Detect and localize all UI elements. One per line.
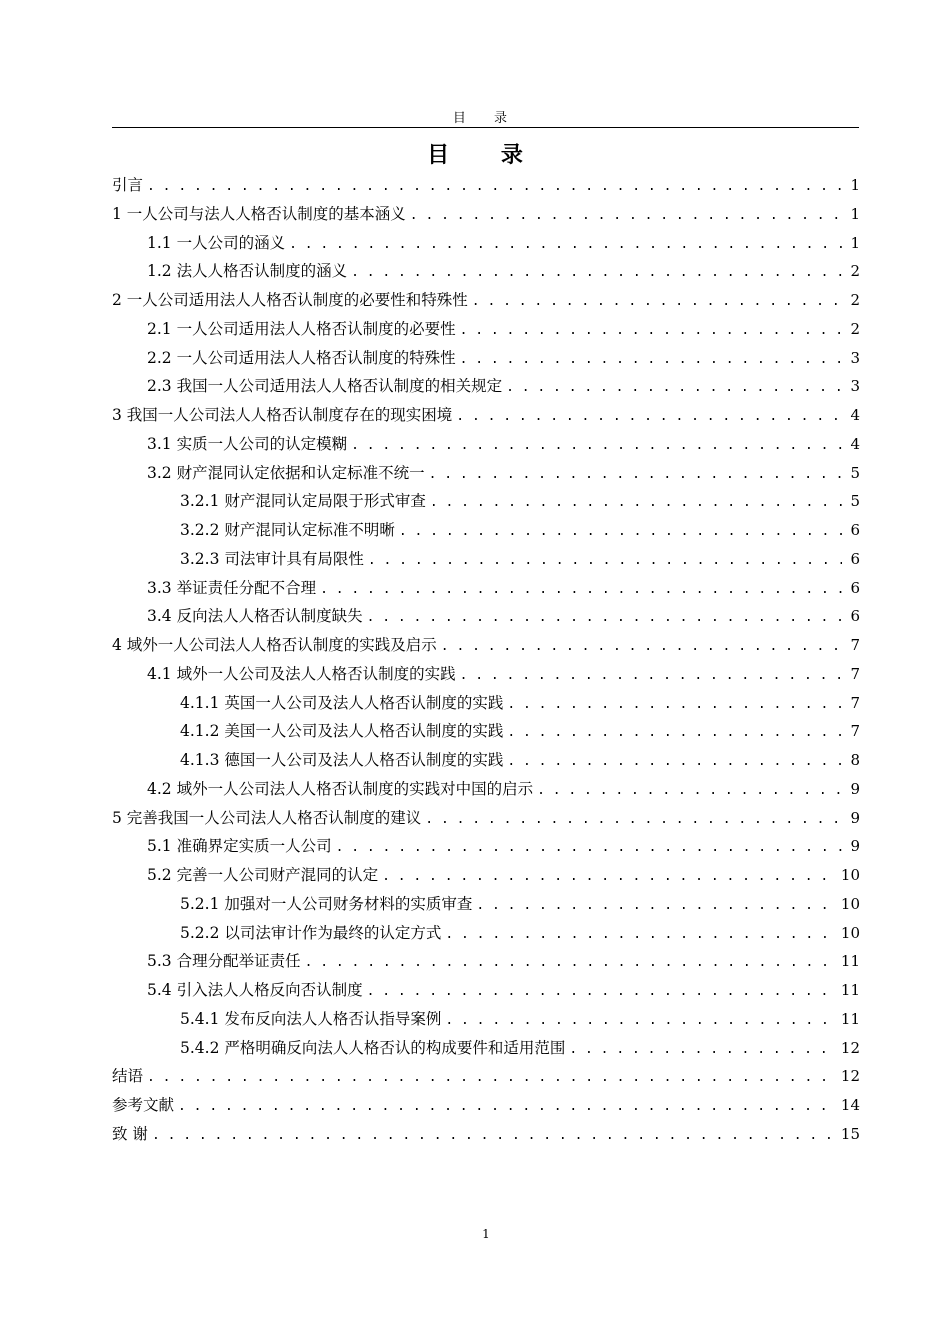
- toc-entry-label: 5.1 准确界定实质一人公司: [147, 837, 332, 856]
- toc-entry-page: 2: [850, 319, 860, 338]
- toc-entry-label: 1.2 法人人格否认制度的涵义: [147, 262, 348, 281]
- toc-entry[interactable]: [112, 315, 860, 344]
- toc-entry-page: 1: [850, 176, 860, 194]
- toc-entry-page: 3: [850, 348, 860, 367]
- toc-dot-leader: [336, 834, 842, 863]
- toc-entry-page: 9: [850, 837, 860, 856]
- toc-entry-page: 8: [850, 751, 860, 769]
- toc-entry[interactable]: [112, 372, 860, 401]
- toc-entry[interactable]: [112, 804, 860, 833]
- toc-dot-leader: [456, 403, 842, 432]
- toc-entry[interactable]: [112, 257, 860, 286]
- toc-entry[interactable]: [112, 919, 860, 948]
- toc-entry[interactable]: [112, 602, 860, 631]
- toc-entry-label: 3.1 实质一人公司的认定模糊: [147, 434, 348, 453]
- toc-dot-leader: [368, 547, 842, 576]
- toc-entry-page: 10: [840, 923, 860, 942]
- toc-entry-page: 7: [850, 693, 860, 712]
- toc-entry-label: 2 一人公司适用法人人格否认制度的必要性和特殊性: [112, 291, 468, 309]
- toc-entry[interactable]: [112, 689, 860, 718]
- toc-dot-leader: [472, 288, 842, 317]
- toc-entry[interactable]: [112, 746, 860, 775]
- toc-entry-label: 5.4.2 严格明确反向法人人格否认的构成要件和适用范围: [180, 1038, 566, 1057]
- toc-entry-label: 5 完善我国一人公司法人人格否认制度的建议: [112, 808, 422, 827]
- toc-entry[interactable]: [112, 229, 860, 258]
- toc-entry-page: 11: [840, 981, 860, 999]
- toc-entry-label: 3 我国一人公司法人人格否认制度存在的现实困境: [112, 406, 453, 424]
- toc-dot-leader: [410, 202, 842, 231]
- toc-entry-page: 10: [840, 894, 860, 913]
- toc-entry-label: 参考文献: [112, 1096, 175, 1114]
- toc-dot-leader: [445, 1007, 835, 1036]
- toc-entry[interactable]: [112, 861, 860, 890]
- toc-entry-page: 7: [850, 664, 860, 683]
- toc-dot-leader: [147, 173, 842, 202]
- toc-entry-label: 4.1.1 英国一人公司及法人人格否认制度的实践: [180, 693, 504, 712]
- toc-entry-page: 6: [850, 549, 860, 568]
- toc-entry-label: 2.1 一人公司适用法人人格否认制度的必要性: [147, 319, 456, 338]
- toc-dot-leader: [289, 231, 842, 260]
- toc-entry-page: 2: [850, 262, 860, 281]
- toc-entry-page: 9: [850, 808, 860, 827]
- toc-entry-label: 4.1 域外一人公司及法人人格否认制度的实践: [147, 664, 456, 683]
- toc-entry-page: 14: [840, 1096, 860, 1114]
- toc-dot-leader: [367, 978, 835, 1007]
- toc-entry-label: 3.4 反向法人人格否认制度缺失: [147, 607, 363, 626]
- toc-dot-leader: [429, 461, 842, 490]
- toc-dot-leader: [430, 489, 842, 518]
- toc-entry-label: 5.4 引入法人人格反向否认制度: [147, 981, 363, 999]
- toc-dot-leader: [351, 432, 842, 461]
- toc-entry[interactable]: [112, 344, 860, 373]
- toc-dot-leader: [445, 921, 835, 950]
- toc-entry-page: 5: [850, 463, 860, 482]
- footer-page-number: 1: [482, 1227, 490, 1241]
- toc-entry-label: 1 一人公司与法人人格否认制度的基本涵义: [112, 204, 406, 223]
- running-header: 目 录: [452, 111, 520, 126]
- toc-entry[interactable]: [112, 545, 860, 574]
- toc-dot-leader: [382, 863, 835, 892]
- toc-entry[interactable]: [112, 890, 860, 919]
- toc-dot-leader: [460, 662, 842, 691]
- toc-entry-page: 10: [840, 866, 860, 884]
- toc-entry-page: 1: [850, 233, 860, 252]
- toc-entry-label: 2.2 一人公司适用法人人格否认制度的特殊性: [147, 348, 456, 367]
- toc-entry-page: 4: [850, 406, 860, 424]
- toc-entry-label: 5.4.1 发布反向法人人格否认指导案例: [180, 1009, 442, 1028]
- toc-entry[interactable]: [112, 487, 860, 516]
- toc-entry[interactable]: [112, 200, 860, 229]
- toc-entry-label: 2.3 我国一人公司适用法人人格否认制度的相关规定: [147, 377, 503, 396]
- toc-entry[interactable]: [112, 430, 860, 459]
- toc-dot-leader: [441, 633, 842, 662]
- toc-entry-label: 3.2.1 财产混同认定局限于形式审查: [180, 492, 426, 511]
- toc-dot-leader: [569, 1036, 835, 1065]
- toc-entry-label: 3.3 举证责任分配不合理: [147, 578, 317, 597]
- toc-entry[interactable]: [112, 171, 860, 200]
- toc-entry-label: 3.2.3 司法审计具有局限性: [180, 549, 364, 568]
- toc-entry[interactable]: [112, 717, 860, 746]
- toc-title: 目 录: [427, 143, 545, 168]
- toc-dot-leader: [507, 691, 842, 720]
- toc-entry-page: 9: [850, 779, 860, 798]
- toc-dot-leader: [460, 346, 842, 375]
- toc-entry-label: 4.1.3 德国一人公司及法人人格否认制度的实践: [180, 751, 504, 769]
- toc-entry[interactable]: [112, 574, 860, 603]
- toc-entry-label: 引言: [112, 176, 144, 194]
- toc-dot-leader: [425, 806, 842, 835]
- toc-entry-page: 7: [850, 722, 860, 741]
- toc-dot-leader: [506, 374, 842, 403]
- toc-entry-page: 15: [840, 1124, 860, 1143]
- toc-dot-leader: [399, 518, 842, 547]
- toc-entry[interactable]: [112, 1005, 860, 1034]
- toc-entry-label: 结语: [112, 1067, 144, 1086]
- toc-dot-leader: [460, 317, 842, 346]
- toc-dot-leader: [305, 949, 835, 978]
- toc-dot-leader: [507, 719, 842, 748]
- toc-entry-label: 5.2 完善一人公司财产混同的认定: [147, 866, 379, 884]
- toc-entry[interactable]: [112, 631, 860, 660]
- toc-entry-page: 11: [840, 952, 860, 971]
- toc-dot-leader: [152, 1122, 835, 1151]
- toc-entry[interactable]: [112, 286, 860, 315]
- toc-entry[interactable]: [112, 401, 860, 430]
- toc-entry-label: 4 域外一人公司法人人格否认制度的实践及启示: [112, 636, 437, 654]
- toc-dot-leader: [351, 259, 842, 288]
- toc-entry-label: 3.2 财产混同认定依据和认定标准不统一: [147, 463, 425, 482]
- toc-entry-label: 5.3 合理分配举证责任: [147, 952, 301, 971]
- toc-entry-label: 3.2.2 财产混同认定标准不明晰: [180, 521, 395, 539]
- toc-entry-page: 6: [850, 607, 860, 626]
- toc-entry-label: 1.1 一人公司的涵义: [147, 233, 286, 252]
- toc-entry-label: 致 谢: [112, 1124, 148, 1143]
- toc-entry[interactable]: [112, 1034, 860, 1063]
- toc-dot-leader: [178, 1093, 835, 1122]
- toc-entry-page: 5: [850, 492, 860, 511]
- toc-dot-leader: [320, 576, 842, 605]
- toc-entry[interactable]: [112, 459, 860, 488]
- toc-dot-leader: [476, 892, 835, 921]
- toc-entry-page: 6: [850, 521, 860, 539]
- toc-entry[interactable]: [112, 516, 860, 545]
- toc-entry-page: 4: [850, 434, 860, 453]
- toc-entry-page: 12: [840, 1067, 860, 1086]
- toc-entry[interactable]: [112, 832, 860, 861]
- toc-entry[interactable]: [112, 1091, 860, 1120]
- toc-dot-leader: [367, 604, 842, 633]
- toc-entry-label: 5.2.2 以司法审计作为最终的认定方式: [180, 923, 442, 942]
- toc-entry[interactable]: [112, 1120, 860, 1149]
- toc-entry[interactable]: [112, 1062, 860, 1091]
- toc-entry-page: 11: [840, 1009, 860, 1028]
- toc-entry-label: 5.2.1 加强对一人公司财务材料的实质审查: [180, 894, 473, 913]
- toc-entry-label: 4.2 域外一人公司法人人格否认制度的实践对中国的启示: [147, 779, 534, 798]
- toc-entry-page: 1: [850, 204, 860, 223]
- toc-dot-leader: [507, 748, 842, 777]
- toc-dot-leader: [147, 1064, 835, 1093]
- table-of-contents: [112, 171, 860, 1149]
- toc-entry-page: 2: [850, 291, 860, 309]
- toc-entry-page: 3: [850, 377, 860, 396]
- toc-dot-leader: [537, 777, 842, 806]
- toc-entry[interactable]: [112, 976, 860, 1005]
- toc-entry[interactable]: [112, 775, 860, 804]
- toc-entry-page: 6: [850, 578, 860, 597]
- toc-entry[interactable]: [112, 660, 860, 689]
- toc-entry-page: 12: [840, 1038, 860, 1057]
- header-rule: [112, 127, 859, 128]
- toc-entry-page: 7: [850, 636, 860, 654]
- toc-entry-label: 4.1.2 美国一人公司及法人人格否认制度的实践: [180, 722, 504, 741]
- toc-entry[interactable]: [112, 947, 860, 976]
